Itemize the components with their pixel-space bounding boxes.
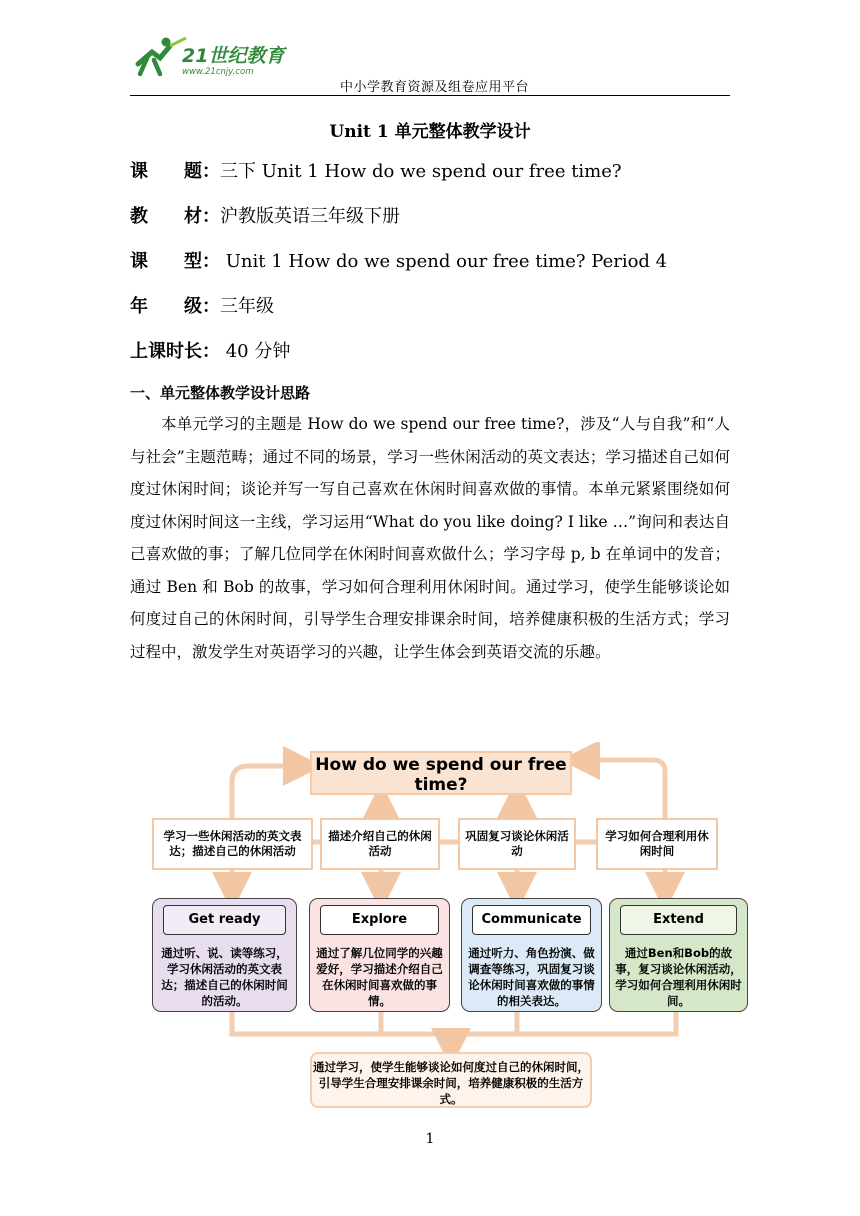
section-paragraph <box>130 408 730 668</box>
field-grade <box>130 295 274 319</box>
site-logo <box>130 34 300 78</box>
card-get-ready-desc: 通过听、说、读等练习，学习休闲活动的英文表达；描述自己的休闲时间的活动。 <box>161 946 288 1008</box>
platform-subtitle: 中小学教育资源及组卷应用平台 <box>340 80 530 95</box>
card-communicate-desc: 通过听力、角色扮演、做调查等练习，巩固复习谈论休闲时间喜欢做的事情的相关表达。 <box>468 946 595 1008</box>
field-topic-label: 课 题： <box>130 161 220 182</box>
field-topic <box>130 160 622 184</box>
stage-box-2: 描述介绍自己的休闲活动 <box>320 818 440 870</box>
field-lesson-type-label: 课 型： <box>130 251 220 272</box>
field-textbook-value: 沪教版英语三年级下册 <box>220 206 400 227</box>
card-explore-desc: 通过了解几位同学的兴趣爱好，学习描述介绍自己在休闲时间喜欢做的事情。 <box>316 946 443 1008</box>
page-number: 1 <box>425 1131 435 1147</box>
card-explore-tag: Explore <box>320 905 439 935</box>
card-get-ready-tag: Get ready <box>163 905 286 935</box>
card-extend <box>609 898 748 1012</box>
header-divider <box>130 95 730 96</box>
card-extend-desc: 通过Ben和Bob的故事，复习谈论休闲活动，学习如何合理利用休闲时间。 <box>615 946 742 1008</box>
field-duration <box>130 340 290 364</box>
field-textbook-label: 教 材： <box>130 206 220 227</box>
summary-box: 通过学习，使学生能够谈论如何度过自己的休闲时间，引导学生合理安排课余时间，培养健康积极的生活方式。 <box>310 1052 592 1108</box>
svg-text:www.21cnjy.com: www.21cnjy.com <box>182 67 254 77</box>
field-grade-label: 年 级： <box>130 296 220 317</box>
field-duration-value: 40 分钟 <box>220 341 291 362</box>
card-explore <box>309 898 450 1012</box>
diagram-title-box: How do we spend our free time? <box>310 751 572 795</box>
field-lesson-type-value: Unit 1 How do we spend our free time? Period 4 <box>220 251 668 272</box>
stage-box-3: 巩固复习谈论休闲活动 <box>458 818 576 870</box>
section-heading: 一、单元整体教学设计思路 <box>130 384 311 402</box>
stage-box-4: 学习如何合理利用休闲时间 <box>596 818 718 870</box>
paragraph-text: 本单元学习的主题是 How do we spend our free time?，涉及“人与自我”和“人与社会”主题范畴；通过不同的场景，学习一些休闲活动的英文表达；学习描述自己如何度过休闲时间；谈论并写一写自己喜欢在休闲时间喜欢做的事情。本单元紧紧围绕如何度过休闲时间这一主线，学习运用“What do you like doing? I like …”询问和表达自己喜欢做的事；了解几位同学在休闲时间喜欢做什么；学习字母 p, b 在单词中的发音；通过 Ben 和 Bob 的故事，学习如何合理利用休闲时间。通过学习，使学生能够谈论如何度过自己的休闲时间，引导学生合理安排课余时间，培养健康积极的生活方式；学习过程中，激发学生对英语学习的兴趣，让学生体会到英语交流的乐趣。 <box>130 415 730 661</box>
document-title: Unit 1 单元整体教学设计 <box>329 122 531 142</box>
stage-box-1: 学习一些休闲活动的英文表达；描述自己的休闲活动 <box>152 818 313 870</box>
card-extend-tag: Extend <box>620 905 737 935</box>
card-communicate-tag: Communicate <box>472 905 591 935</box>
field-textbook <box>130 205 400 229</box>
field-grade-value: 三年级 <box>220 296 274 317</box>
svg-text:21世纪教育: 21世纪教育 <box>182 45 285 67</box>
card-communicate <box>461 898 602 1012</box>
field-duration-label: 上课时长： <box>130 341 220 362</box>
field-topic-value: 三下 Unit 1 How do we spend our free time? <box>220 161 622 182</box>
card-get-ready <box>152 898 297 1012</box>
field-lesson-type <box>130 250 667 274</box>
unit-design-diagram <box>148 742 758 1112</box>
